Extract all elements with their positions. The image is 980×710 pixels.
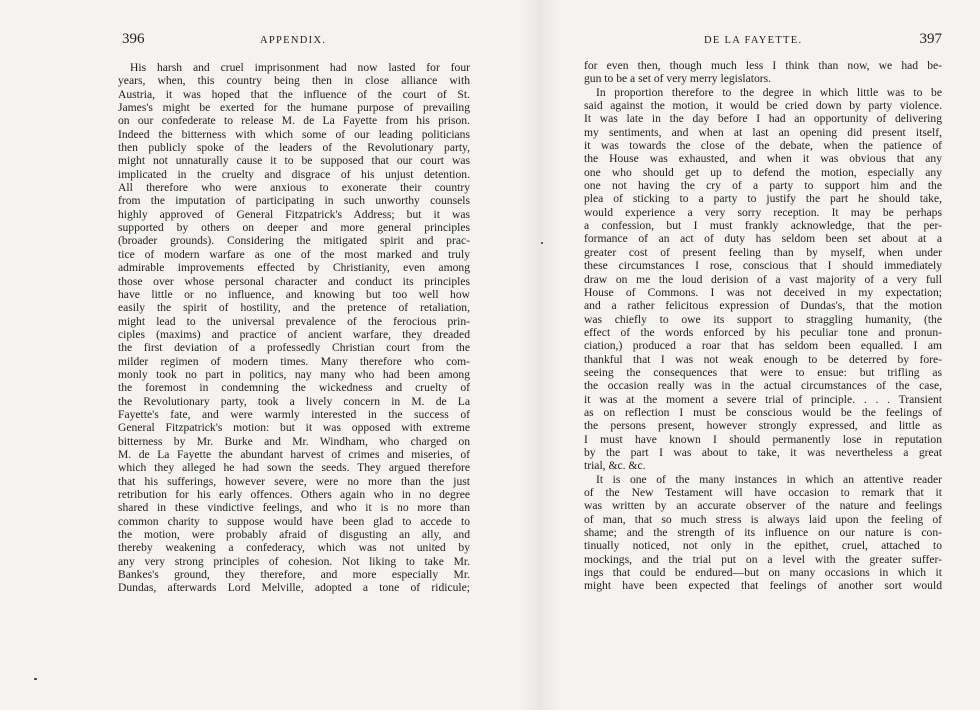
text-line: which they alleged he had sown the seeds. They argued therefore xyxy=(118,461,470,475)
text-line: easily the spirit of hostility, and the pretence of retaliation, xyxy=(118,301,470,315)
text-line: Dundas, afterwards Lord Melville, adopted a tone of ridicule; xyxy=(118,581,470,595)
text-line: ciation,) produced a roar that has seldom been equalled. I am xyxy=(584,339,942,353)
text-line: was written by an accurate observer of the nature and feelings xyxy=(584,499,942,513)
text-line: the occasion really was in the actual circumstances of the case, xyxy=(584,379,942,393)
right-page-header xyxy=(584,28,942,50)
text-line: plea of sticking to a party to justify the part he should take, xyxy=(584,192,942,206)
text-line: James's might be exerted for the humane purpose of prevailing xyxy=(118,101,470,115)
text-line: the Revolutionary party, took a lively concern in M. de La xyxy=(118,394,470,408)
text-line: greater cost of present feeling than by myself, when under xyxy=(584,245,942,259)
text-line: shared in these vindictive feelings, and who it is no more than xyxy=(118,501,470,515)
text-line: All therefore who were anxious to exonerate their country xyxy=(118,181,470,195)
text-line: said against the motion, it would be cried down by party violence. xyxy=(584,99,942,113)
text-line: these circumstances I rose, conscious that I should immediately xyxy=(584,259,942,273)
text-line: thankful that I was not weak enough to be deterred by fore- xyxy=(584,352,942,366)
left-running-head: APPENDIX. xyxy=(260,35,327,46)
right-page xyxy=(584,28,942,593)
text-line: it was towards the close of the debate, when the patience of xyxy=(584,139,942,153)
text-line: (broader grounds). Considering the mitigated spirit and prac- xyxy=(118,234,470,248)
text-line: House of Commons. I was not deceived in my expectation; xyxy=(584,285,942,299)
text-line: one not having the cry of a party to support him and the xyxy=(584,179,942,193)
text-line: admirable improvements effected by Christianity, even among xyxy=(118,261,470,275)
text-line: milder regimen of modern times. Many therefore who com- xyxy=(118,354,470,368)
text-line: shame; and the strength of its influence on our nature is con- xyxy=(584,526,942,540)
text-line: It was late in the day before I had an opportunity of delivering xyxy=(584,112,942,126)
text-line: the foremost in condemning the wickedness and cruelty of xyxy=(118,381,470,395)
text-line: from the imputation of participating in such unworthy counsels xyxy=(118,194,470,208)
text-line: draw on me the loud derision of a vast majority of a very full xyxy=(584,272,942,286)
text-line: for even then, though much less I think than now, we had be- xyxy=(584,59,942,72)
text-line: bitterness by Mr. Burke and Mr. Windham, who charged on xyxy=(118,434,470,448)
text-line: M. de La Fayette the abundant harvest of crimes and miseries, of xyxy=(118,447,470,461)
text-line: my sentiments, and when at last an opening did present itself, xyxy=(584,125,942,139)
text-line: might lead to the universal prevalence of the ferocious prin- xyxy=(118,314,470,328)
text-line: those over whose personal character and conduct its principles xyxy=(118,274,470,288)
text-line: General Fitzpatrick's motion: but it was opposed with extreme xyxy=(118,421,470,435)
scan-speck xyxy=(541,242,543,244)
text-line: I must have known I should permanently lose in reputation xyxy=(584,432,942,446)
right-page-number: 397 xyxy=(919,31,942,47)
text-line: His harsh and cruel imprisonment had now lasted for four xyxy=(130,61,470,74)
text-line: retribution for his early offences. Others again who in no degree xyxy=(118,488,470,501)
text-line: effect of the words enforced by his peculiar tone and pronun- xyxy=(584,325,942,339)
text-line: common charity to suppose would have been glad to accede to xyxy=(118,514,470,528)
text-line: years, when, this country being then in close alliance with xyxy=(118,74,470,88)
scan-speck xyxy=(34,678,37,680)
book-gutter xyxy=(520,0,560,710)
text-line: Indeed the bitterness with which some of our leading politicians xyxy=(118,127,470,141)
text-line: the persons present, however strongly expressed, and little as xyxy=(584,419,942,433)
text-line: the first deviation of a professedly Christian court from the xyxy=(118,341,470,355)
text-line: Austria, it was hoped that the influence of the court of St. xyxy=(118,87,470,101)
text-line: any very strong principles of cohesion. Not liking to take Mr. xyxy=(118,554,470,568)
text-line: supported by others on deeper and more general principles xyxy=(118,221,470,235)
left-page-body xyxy=(118,61,470,595)
text-line: tice of modern warfare as one of the most marked and truly xyxy=(118,247,470,261)
text-line: was chiefly to owe its support to straggling humanity, (the xyxy=(584,312,942,326)
text-line: of the New Testament will have occasion to remark that it xyxy=(584,486,942,499)
left-page xyxy=(118,28,470,595)
text-line: seeing the consequences that were to ensue: but trifling as xyxy=(584,365,942,379)
text-line: one who should get up to defend the motion, especially any xyxy=(584,165,942,179)
text-line: thereby weakening a confederacy, which was not united by xyxy=(118,541,470,555)
text-line: might not unnaturally cause it to be supposed that our court was xyxy=(118,154,470,168)
left-page-number: 396 xyxy=(122,31,145,47)
text-line: mockings, and the trial put on a level with the greater suffer- xyxy=(584,552,942,566)
text-line: ciples (maxims) and practice of ancient warfare, they dreaded xyxy=(118,327,470,341)
text-line: In proportion therefore to the degree in which little was to be xyxy=(596,85,942,99)
text-line: would experience a very sorry reception. It may be perhaps xyxy=(584,205,942,219)
text-line: gun to be a set of very merry legislators. xyxy=(584,72,772,86)
right-running-head: DE LA FAYETTE. xyxy=(704,35,803,46)
text-line: a confession, but I must frankly acknowledge, that the per- xyxy=(584,219,942,233)
text-line: have little or no influence, and knowing but too well how xyxy=(118,287,470,301)
text-line: trial, &c. &c. xyxy=(584,459,646,473)
text-line: implicated in the cruelty and disgrace of his unjust detention. xyxy=(118,167,470,181)
text-line: monly took no part in politics, nay many who had been among xyxy=(118,367,470,381)
text-line: Bankes's ground, they therefore, and more especially Mr. xyxy=(118,568,470,582)
text-line: on our confederate to release M. de La Fayette from his prison. xyxy=(118,114,470,128)
text-line: it was at the moment a severe trial of principle. . . . Transient xyxy=(584,392,942,406)
text-line: might have been expected that feelings of another sort would xyxy=(584,579,942,593)
text-line: the motion, were probably afraid of disgusting an ally, and xyxy=(118,528,470,542)
text-line: ings that could be endured—but on many occasions in which it xyxy=(584,566,942,580)
text-line: It is one of the many instances in which an attentive reader xyxy=(596,472,942,486)
text-line: tinually noticed, not only in the epithet, cruel, attached to xyxy=(584,539,942,553)
text-line: highly approved of General Fitzpatrick's Address; but it was xyxy=(118,207,470,221)
text-line: formance of an act of duty has seldom been set about at a xyxy=(584,232,942,246)
text-line: then publicly spoke of the leaders of the Revolutionary party, xyxy=(118,141,470,155)
text-line: Fayette's fate, and were warmly interested in the success of xyxy=(118,407,470,421)
text-line: of man, that so much stress is always laid upon the feeling of xyxy=(584,512,942,526)
text-line: and a rather felicitous expression of Dundas's, that the motion xyxy=(584,299,942,313)
text-line: by the part I was about to take, it was nevertheless a great xyxy=(584,445,942,459)
text-line: that his sufferings, however severe, were no more than the just xyxy=(118,474,470,488)
text-line: the House was exhausted, and when it was obvious that any xyxy=(584,152,942,166)
text-line: as on reflection I must be conscious would be the feelings of xyxy=(584,405,942,419)
left-page-header xyxy=(118,28,470,50)
right-page-body xyxy=(584,59,942,593)
